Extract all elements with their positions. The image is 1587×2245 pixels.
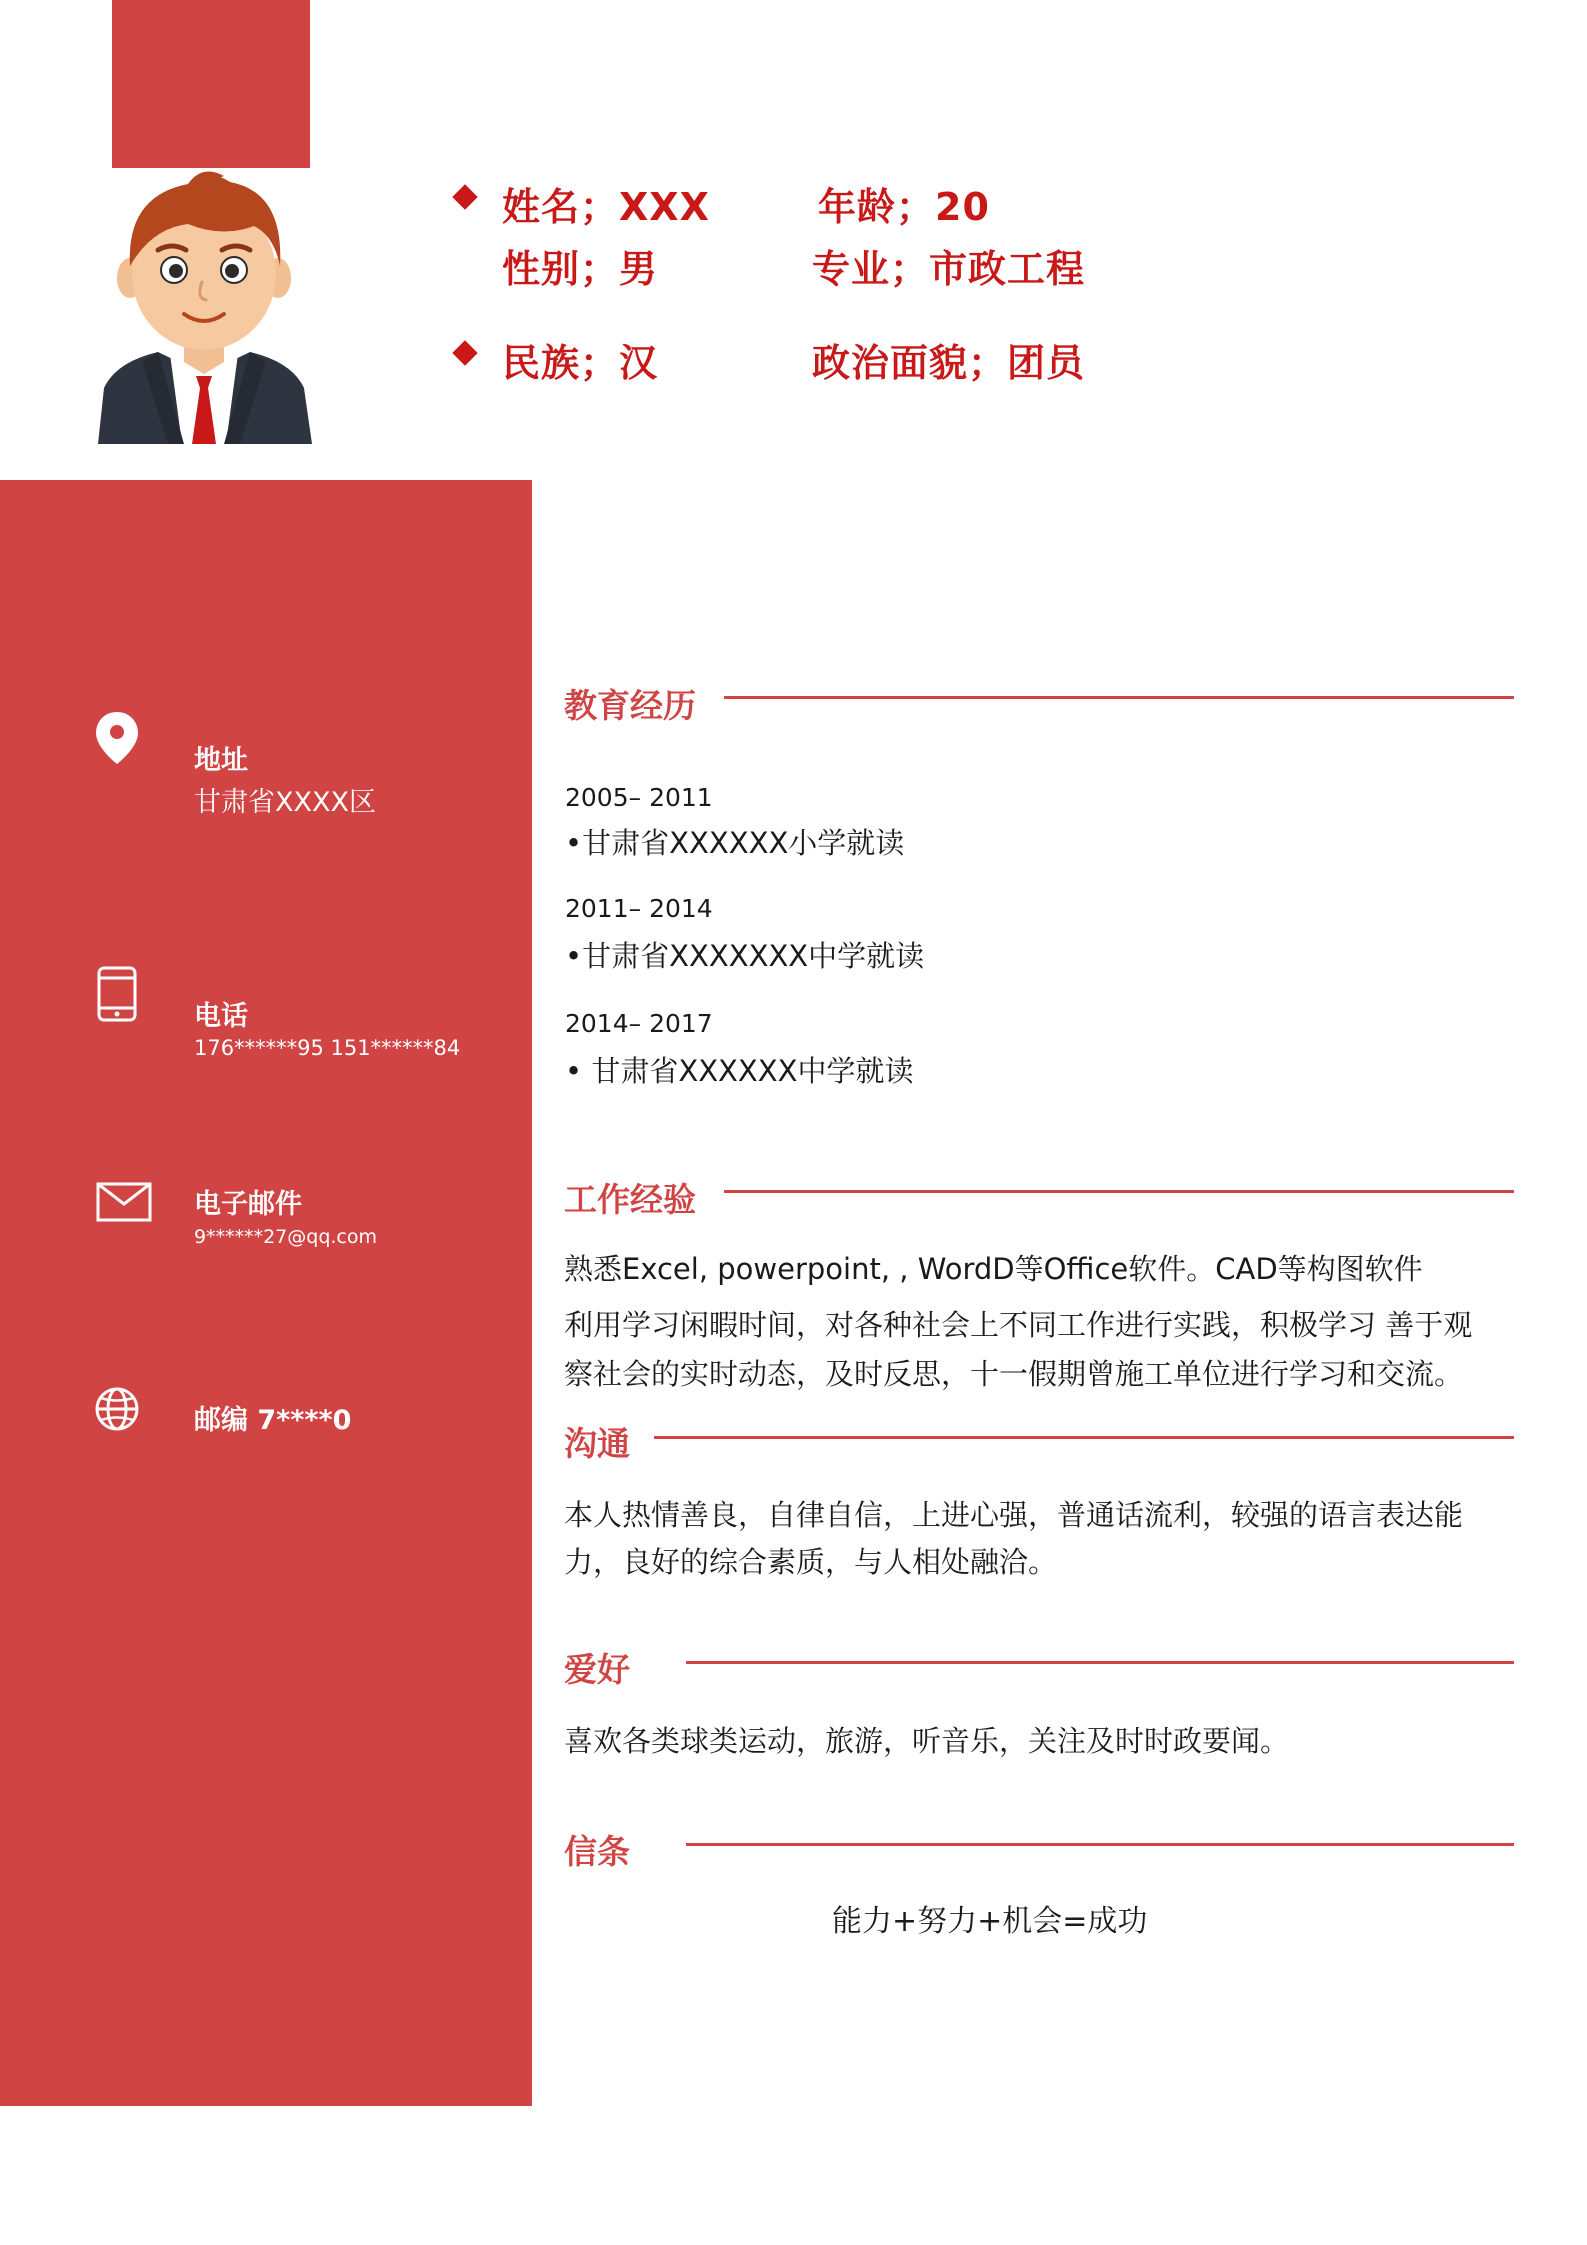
location-pin-icon: [94, 710, 140, 766]
work-line-3: 察社会的实时动态，及时反思，十一假期曾施工单位进行学习和交流。: [564, 1357, 1464, 1391]
age-field: 年龄；20: [818, 185, 990, 229]
work-divider: [724, 1190, 1514, 1193]
personal-info: [450, 170, 1250, 400]
communication-divider: [654, 1436, 1514, 1439]
work-title: 工作经验: [564, 1180, 696, 1219]
globe-icon: [94, 1386, 140, 1432]
edu-school-3: • 甘肃省XXXXXX中学就读: [565, 1054, 914, 1088]
motto-text: 能力+努力+机会=成功: [832, 1904, 1148, 1939]
mail-icon: [96, 1174, 152, 1230]
phone-icon: [94, 966, 140, 1022]
avatar: [92, 166, 318, 444]
motto-title: 信条: [564, 1832, 630, 1871]
edu-school-1: •甘肃省XXXXXX小学就读: [565, 826, 905, 860]
info-row-1: [450, 170, 1250, 230]
education-divider: [724, 696, 1514, 699]
work-line-1: 熟悉Excel, powerpoint, , WordD等Office软件。CAD等构图软件: [564, 1252, 1423, 1286]
info-row-2: [450, 232, 1250, 292]
diamond-bullet-icon: [452, 340, 477, 365]
edu-school-2: •甘肃省XXXXXXX中学就读: [565, 939, 925, 973]
email-label: 电子邮件: [194, 1189, 302, 1220]
communication-title: 沟通: [564, 1424, 630, 1463]
phone-label: 电话: [194, 1001, 248, 1032]
phone-value: 176******95 151******84: [194, 1036, 461, 1060]
education-title: 教育经历: [564, 686, 696, 725]
address-value: 甘肃省XXXX区: [194, 787, 376, 818]
diamond-bullet-icon: [452, 184, 477, 209]
communication-line-1: 本人热情善良，自律自信，上进心强，普通话流利，较强的语言表达能: [564, 1498, 1464, 1532]
hobbies-divider: [686, 1661, 1514, 1664]
motto-divider: [686, 1843, 1514, 1846]
major-field: 专业；市政工程: [812, 247, 1086, 291]
gender-field: 性别；男: [502, 247, 659, 291]
ethnicity-field: 民族；汉: [502, 341, 659, 385]
email-value: 9******27@qq.com: [194, 1226, 378, 1248]
edu-year-3: 2014– 2017: [565, 1009, 713, 1038]
info-row-3: [450, 326, 1250, 386]
header-accent-block: [112, 0, 310, 168]
postal-code: 邮编 7****0: [194, 1405, 352, 1436]
address-label: 地址: [194, 745, 248, 776]
political-status-field: 政治面貌；团员: [812, 341, 1086, 385]
edu-year-1: 2005– 2011: [565, 783, 713, 812]
name-field: 姓名；XXX: [502, 185, 710, 229]
hobbies-title: 爱好: [564, 1650, 630, 1689]
work-line-2: 利用学习闲暇时间，对各种社会上不同工作进行实践，积极学习 善于观: [564, 1308, 1473, 1342]
contact-sidebar: [0, 480, 532, 2106]
hobbies-text: 喜欢各类球类运动，旅游，听音乐，关注及时时政要闻。: [564, 1724, 1290, 1758]
communication-line-2: 力，良好的综合素质，与人相处融洽。: [564, 1545, 1058, 1579]
edu-year-2: 2011– 2014: [565, 894, 713, 923]
